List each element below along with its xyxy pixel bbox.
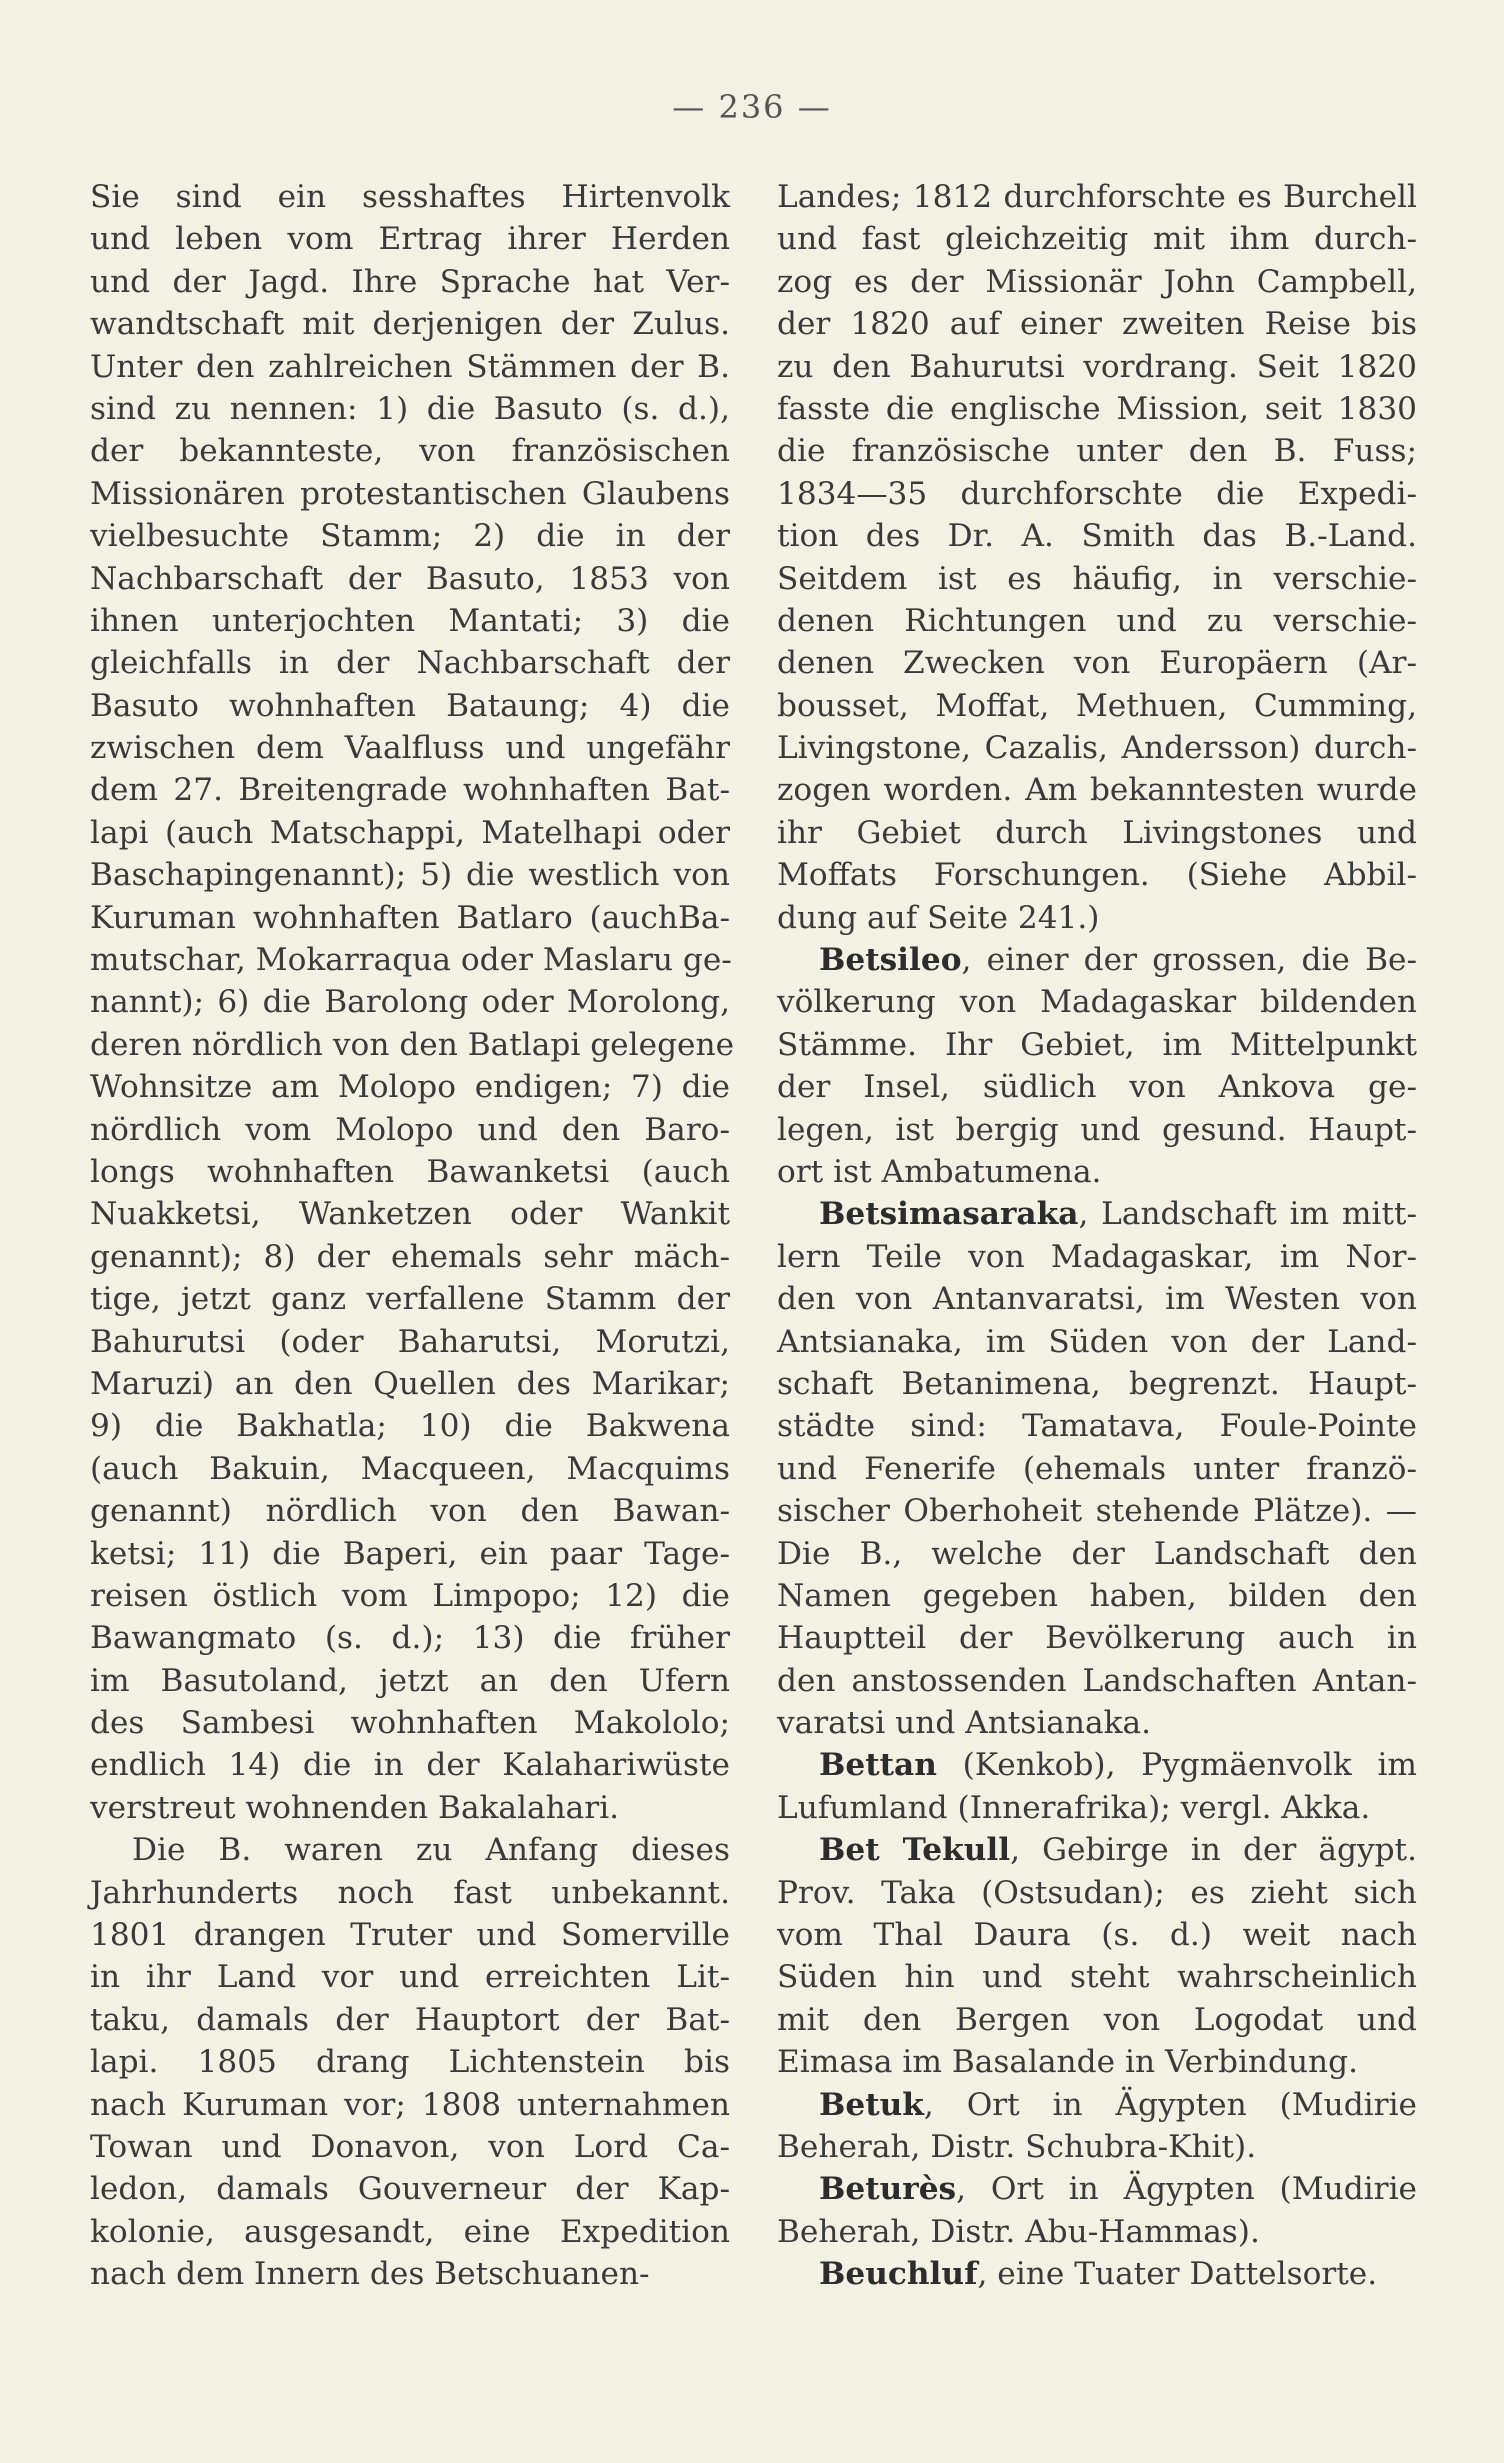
text-line: und Fenerife (ehemals unter franzö-	[777, 1450, 1417, 1487]
left-text-column	[90, 176, 735, 2296]
text-line: ihr Gebiet durch Livingstones und	[777, 814, 1417, 851]
text-line: nannt); 6) die Barolong oder Morolong,	[90, 984, 730, 1021]
text-line: 1801 drangen Truter und Somerville	[90, 1917, 730, 1954]
text-line: fasste die englische Mission, seit 1830	[777, 390, 1417, 427]
right-text-column	[777, 176, 1417, 2296]
entry-headword: Beturès	[819, 2171, 957, 2208]
text-line: Hauptteil der Bevölkerung auch in	[777, 1620, 1417, 1657]
text-line: Basuto wohnhaften Bataung; 4) die	[90, 687, 730, 724]
text-line: völkerung von Madagaskar bildenden	[777, 984, 1417, 1021]
text-line: städte sind: Tamatava, Foule-Pointe	[777, 1408, 1417, 1445]
text-line: nach Kuruman vor; 1808 unternahmen	[90, 2086, 730, 2123]
text-line: Unter den zahlreichen Stämmen der B.	[90, 348, 730, 385]
text-line: denen Richtungen und zu verschie-	[777, 602, 1417, 639]
text-line: Wohnsitze am Molopo endigen; 7) die	[90, 1069, 730, 1106]
text-line: Prov. Taka (Ostsudan); es zieht sich	[777, 1874, 1417, 1911]
text-line: in ihr Land vor und erreichten Lit-	[90, 1959, 730, 1996]
text-line: und leben vom Ertrag ihrer Herden	[90, 221, 730, 258]
text-line: zog es der Missionär John Campbell,	[777, 263, 1417, 300]
text-line: (auch Bakuin, Macqueen, Macquims	[90, 1450, 730, 1487]
text-line: und der Jagd. Ihre Sprache hat Ver-	[90, 263, 730, 300]
text-line: der Insel, südlich von Ankova ge-	[777, 1069, 1417, 1106]
text-line: und fast gleichzeitig mit ihm durch-	[777, 221, 1417, 258]
text-line: dem 27. Breitengrade wohnhaften Bat-	[90, 772, 730, 809]
text-line: Seitdem ist es häufig, in verschie-	[777, 560, 1417, 597]
text-line: mit den Bergen von Logodat und	[777, 2001, 1417, 2038]
text-line: Towan und Donavon, von Lord Ca-	[90, 2128, 730, 2165]
text-line: Landes; 1812 durchforschte es Burchell	[777, 179, 1417, 215]
text-line: zogen worden. Am bekanntesten wurde	[777, 772, 1417, 809]
text-line: den anstossenden Landschaften Antan-	[777, 1662, 1417, 1699]
text-line: denen Zwecken von Europäern (Ar-	[777, 645, 1417, 682]
text-line: ketsi; 11) die Baperi, ein paar Tage-	[90, 1535, 730, 1572]
text-line: Nachbarschaft der Basuto, 1853 von	[90, 560, 730, 597]
text-line: sind zu nennen: 1) die Basuto (s. d.),	[90, 390, 730, 427]
text-line: wandtschaft mit derjenigen der Zulus.	[90, 306, 730, 343]
text-line: sischer Oberhoheit stehende Plätze). —	[777, 1493, 1417, 1530]
text-line: vom Thal Daura (s. d.) weit nach	[777, 1917, 1417, 1954]
text-line: genannt); 8) der ehemals sehr mäch-	[90, 1238, 730, 1275]
text-line: taku, damals der Hauptort der Bat-	[90, 2001, 730, 2038]
text-line: lapi (auch Matschappi, Matelhapi oder	[90, 814, 730, 851]
text-line: verstreut wohnenden Bakalahari.	[90, 1789, 620, 1826]
text-line: genannt) nördlich von den Bawan-	[90, 1493, 730, 1530]
text-line: endlich 14) die in der Kalahariwüste	[90, 1747, 730, 1784]
text-line: Nuakketsi, Wanketzen oder Wankit	[90, 1196, 730, 1233]
text-line: Sie sind ein sesshaftes Hirtenvolk	[90, 179, 730, 215]
text-line: Beuchluf, eine Tuater Dattelsorte.	[819, 2256, 1378, 2293]
text-line: longs wohnhaften Bawanketsi (auch	[90, 1153, 730, 1190]
text-line: schaft Betanimena, begrenzt. Haupt-	[777, 1365, 1417, 1402]
text-line: bousset, Moffat, Methuen, Cumming,	[777, 687, 1417, 724]
text-line: Süden hin und steht wahrscheinlich	[777, 1959, 1417, 1996]
text-line: ort ist Ambatumena.	[777, 1153, 1102, 1190]
text-line: im Basutoland, jetzt an den Ufern	[90, 1662, 730, 1699]
text-line: Betsimasaraka, Landschaft im mitt-	[819, 1196, 1417, 1233]
page-number: — 236 —	[672, 88, 832, 126]
text-line: legen, ist bergig und gesund. Haupt-	[777, 1111, 1417, 1148]
text-line: Lufumland (Innerafrika); vergl. Akka.	[777, 1789, 1371, 1826]
text-line: Bettan (Kenkob), Pygmäenvolk im	[819, 1747, 1417, 1784]
text-line: Bahurutsi (oder Baharutsi, Morutzi,	[90, 1323, 730, 1360]
text-line: des Sambesi wohnhaften Makololo;	[90, 1705, 730, 1742]
text-line: Jahrhunderts noch fast unbekannt.	[90, 1874, 730, 1911]
text-line: Stämme. Ihr Gebiet, im Mittelpunkt	[777, 1026, 1417, 1063]
text-line: mutschar, Mokarraqua oder Maslaru ge-	[90, 942, 732, 979]
text-line: nach dem Innern des Betschuanen-	[90, 2256, 650, 2293]
text-line: Die B. waren zu Anfang dieses	[132, 1832, 730, 1869]
text-line: Antsianaka, im Süden von der Land-	[777, 1323, 1417, 1360]
text-line: der bekannteste, von französischen	[90, 433, 730, 470]
text-line: Beherah, Distr. Schubra-Khit).	[777, 2128, 1257, 2165]
entry-headword: Betsileo	[819, 942, 962, 979]
text-line: gleichfalls in der Nachbarschaft der	[90, 645, 730, 682]
entry-headword: Beuchluf	[819, 2256, 978, 2293]
text-line: den von Antanvaratsi, im Westen von	[777, 1281, 1417, 1318]
text-line: Baschapingenannt); 5) die westlich von	[90, 857, 730, 894]
text-line: lapi. 1805 drang Lichtenstein bis	[90, 2044, 730, 2081]
text-line: reisen östlich vom Limpopo; 12) die	[90, 1577, 730, 1614]
text-line: Betsileo, einer der grossen, die Be-	[819, 942, 1417, 979]
text-line: deren nördlich von den Batlapi gelegene	[90, 1026, 735, 1063]
text-line: Kuruman wohnhaften Batlaro (auchBa-	[90, 899, 730, 936]
text-line: vielbesuchte Stamm; 2) die in der	[90, 518, 730, 555]
text-line: der 1820 auf einer zweiten Reise bis	[777, 306, 1417, 343]
text-line: ihnen unterjochten Mantati; 3) die	[90, 602, 730, 639]
text-line: Betuk, Ort in Ägypten (Mudirie	[819, 2086, 1417, 2123]
text-line: kolonie, ausgesandt, eine Expedition	[90, 2213, 730, 2250]
text-line: lern Teile von Madagaskar, im Nor-	[777, 1238, 1417, 1275]
text-line: Maruzi) an den Quellen des Marikar;	[90, 1365, 730, 1402]
text-line: nördlich vom Molopo und den Baro-	[90, 1111, 730, 1148]
entry-headword: Bettan	[819, 1747, 937, 1784]
text-line: varatsi und Antsianaka.	[777, 1705, 1151, 1742]
text-line: Beherah, Distr. Abu-Hammas).	[777, 2213, 1260, 2250]
text-line: tige, jetzt ganz verfallene Stamm der	[90, 1281, 730, 1318]
text-line: Bawangmato (s. d.); 13) die früher	[90, 1620, 730, 1657]
text-line: zwischen dem Vaalfluss und ungefähr	[90, 730, 730, 767]
text-line: Livingstone, Cazalis, Andersson) durch-	[777, 730, 1417, 767]
text-line: dung auf Seite 241.)	[777, 899, 1100, 936]
text-line: Beturès, Ort in Ägypten (Mudirie	[819, 2171, 1417, 2208]
entry-headword: Betuk	[819, 2086, 924, 2123]
text-line: tion des Dr. A. Smith das B.-Land.	[777, 518, 1417, 555]
text-line: die französische unter den B. Fuss;	[777, 433, 1417, 470]
text-line: Eimasa im Basalande in Verbindung.	[777, 2044, 1359, 2081]
text-line: Die B., welche der Landschaft den	[777, 1535, 1417, 1572]
text-line: ledon, damals Gouverneur der Kap-	[90, 2171, 730, 2208]
text-line: Missionären protestantischen Glaubens	[90, 475, 730, 512]
text-line: 1834—35 durchforschte die Expedi-	[777, 475, 1417, 512]
text-line: 9) die Bakhatla; 10) die Bakwena	[90, 1408, 730, 1445]
text-line: Namen gegeben haben, bilden den	[777, 1577, 1417, 1614]
text-line: Moffats Forschungen. (Siehe Abbil-	[777, 857, 1417, 894]
entry-headword: Betsimasaraka	[819, 1196, 1079, 1233]
entry-headword: Bet Tekull	[819, 1832, 1011, 1869]
text-line: Bet Tekull, Gebirge in der ägypt.	[819, 1832, 1417, 1869]
text-line: zu den Bahurutsi vordrang. Seit 1820	[777, 348, 1417, 385]
